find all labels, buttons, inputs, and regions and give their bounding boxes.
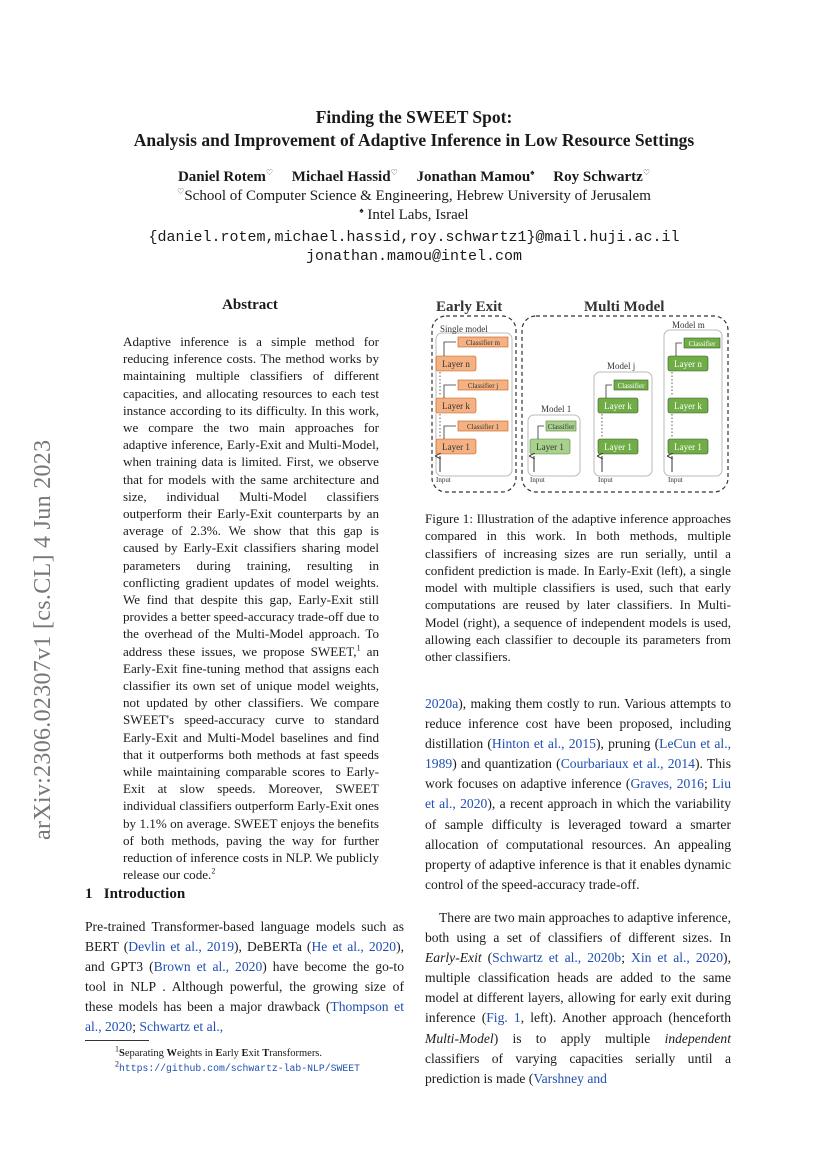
figure-ref-link[interactable]: Fig. 1	[486, 1010, 521, 1026]
ee-connector	[444, 342, 456, 356]
ee-connector	[444, 385, 456, 398]
mm1-layer-1-label: Layer 1	[536, 442, 564, 452]
affiliation-2: ♠ Intel Labs, Israel	[359, 206, 469, 223]
mm1-classifier-label: Classifier	[547, 423, 575, 431]
ee-layer-k-label: Layer k	[442, 401, 470, 411]
ee-input-label: Input	[436, 476, 451, 484]
ee-layer-1-label: Layer 1	[442, 442, 470, 452]
author-list	[0, 168, 828, 187]
ee-classifier-j-label: Classifier j	[467, 382, 499, 390]
arxiv-id: arXiv:2306.02307v1 [cs.CL] 4 Jun 2023	[30, 439, 56, 840]
paper-title-line2: Analysis and Improvement of Adaptive Inference in Low Resource Settings	[133, 130, 695, 150]
ee-classifier-1-label: Classifier 1	[466, 423, 500, 431]
heart-mark: ♡	[642, 168, 651, 177]
mm1-input-label: Input	[530, 476, 545, 484]
model-j-label: Model j	[607, 361, 636, 371]
footnote-rule	[85, 1040, 149, 1041]
model-m-label: Model m	[672, 320, 705, 330]
right-paragraph-2: There are two main approaches to adaptive inference, both using a set of classifiers of different sizes. In Early-Exit (Schwartz et al., 2020b; Xin et al., 2020), multiple classification heads are added to the same model at different layers, allowing for early exit during inference (Fig. 1, left). Another approach (henceforth Multi-Model) is to apply multiple independent classifiers of varying capacities serially until a prediction is made (Varshney and	[425, 910, 731, 1086]
ee-connector	[444, 426, 456, 439]
heart-mark: ♡	[390, 168, 398, 177]
mmm-input-label: Input	[668, 476, 683, 484]
citation-link[interactable]: Varshney and	[533, 1070, 607, 1086]
citation-link[interactable]: 2020a	[425, 696, 459, 711]
mmm-layer-1-label: Layer 1	[674, 442, 702, 452]
citation-link[interactable]: Courbariaux et al., 2014	[560, 756, 695, 772]
citation-link[interactable]: Xin et al., 2020	[631, 950, 724, 966]
spade-mark: ♠	[530, 168, 535, 177]
citation-link[interactable]: He et al., 2020	[311, 939, 397, 955]
paper-title-line1: Finding the SWEET Spot:	[315, 107, 513, 127]
mm-connector	[606, 385, 612, 398]
footnote-2: $^2$https://github.com/schwartz-lab-NLP/SWEET	[115, 1059, 361, 1074]
single-model-label: Single model	[440, 324, 488, 334]
mmm-layer-n-label: Layer n	[674, 359, 702, 369]
section-heading-intro: 1 Introduction	[85, 886, 186, 902]
mmm-classifier-label: Classifier	[688, 340, 716, 348]
right-paragraph-1: 2020a), making them costly to run. Various attempts to reduce inference cost have been proposed, including distillation (Hinton et al., 2015), pruning (LeCun et al., 1989) and quantization (Courbariaux et al., 2014). This work focuses on adaptive inference (Graves, 2016; Liu et al., 2020), a recent approach in which the variability of sample difficulty is leveraged toward a smarter allocation of computational resources. An appealing property of adaptive inference is that it enables dynamic control of the speed-accuracy trade-off.	[425, 696, 732, 892]
abstract-body: Adaptive inference is a simple method for reducing inference costs. The method works by maintaining multiple classifiers of different capacities, and allocating resources to each test instance according to its difficulty. In this work, we compare the two main approaches for adaptive inference, Early-Exit and Multi-Model, when training data is limited. First, we observe that for models with the same architecture and size, individual Multi-Model classifiers outperform their Early-Exit counterparts by an average of 2.3%. We show that this gap is caused by Early-Exit classifiers sharing model parameters during training, resulting in conflicting gradient updates of model weights. We find that despite this gap, Early-Exit still provides a better speed-accuracy trade-off due to the overhead of the Multi-Model approach. To address these issues, we propose SWEET,$^1$ an Early-Exit fine-tuning method that assigns each classifier its own set of unique model weights, not updated by other classifiers. We compare SWEET's speed-accuracy curve to standard Early-Exit and Multi-Model baselines and find that it outperforms both methods at fast speeds while maintaining comparable scores to Early-Exit at slow speeds. Moreover, SWEET individual classifiers outperform Early-Exit ones by 1.1% on average. SWEET enjoys the benefits of both methods, paving the way for further reduction of inference costs in NLP. We publicly release our code.$^2$	[123, 334, 379, 883]
mmm-layer-k-label: Layer k	[674, 401, 702, 411]
author-1: Daniel Rotem	[177, 169, 266, 185]
author-4: Roy Schwartz	[553, 169, 643, 185]
heart-mark: ♡	[265, 168, 274, 177]
citation-link[interactable]: Hinton et al., 2015	[491, 736, 596, 752]
citation-link[interactable]: Thompson et al., 2020	[85, 999, 404, 1035]
citation-link[interactable]: Schwartz et al., 2020b	[492, 950, 622, 966]
figure-1-diagram	[424, 292, 734, 497]
intro-paragraph-1: Pre-trained Transformer-based language models such as BERT (Devlin et al., 2019), DeBERTa (He et al., 2020), and GPT3 (Brown et al., 2020) have become the go-to tool in NLP . Although powerful, the growing size of these models has been a major drawback (Thompson et al., 2020; Schwartz et al.,	[85, 919, 404, 1035]
model-1-label: Model 1	[541, 404, 572, 414]
citation-link[interactable]: LeCun et al., 1989	[425, 736, 732, 772]
spade-mark: ♠	[359, 206, 364, 215]
footnote-1: $^1$Separating Weights in Early Exit Transformers.	[115, 1044, 323, 1059]
citation-link[interactable]: Schwartz et al.,	[139, 1019, 224, 1035]
ee-layer-n-label: Layer n	[442, 359, 470, 369]
citation-link[interactable]: Graves, 2016	[630, 776, 704, 792]
figure-label-multi-model: Multi Model	[584, 299, 665, 315]
mmj-classifier-label: Classifier	[617, 382, 645, 390]
citation-link[interactable]: Liu et al., 2020	[425, 776, 732, 812]
mmj-layer-k-label: Layer k	[604, 401, 632, 411]
code-url-link[interactable]: https://github.com/schwartz-lab-NLP/SWEET	[119, 1063, 361, 1074]
ee-classifier-m-label: Classifier m	[465, 339, 501, 347]
mm-connector	[676, 343, 682, 356]
author-3: Jonathan Mamou	[416, 169, 531, 185]
figure-1-caption: Figure 1: Illustration of the adaptive inference approaches compared in this work. In both methods, multiple classifiers of increasing sizes are run serially, until a confident prediction is made. In Early-Exit (left), a single model with multiple classifiers is used, such that early computations are reused by later classifiers. In Multi-Model (right), a sequence of independent models is used, allowing each classifier to decouple its parameters from other classifiers.	[425, 511, 731, 665]
mmj-layer-1-label: Layer 1	[604, 442, 632, 452]
mmj-input-label: Input	[598, 476, 613, 484]
footnote-ref-2[interactable]: 2	[211, 866, 216, 876]
figure-label-early-exit: Early Exit	[436, 299, 503, 315]
citation-link[interactable]: Devlin et al., 2019	[128, 939, 235, 955]
author-2: Michael Hassid	[291, 169, 391, 185]
affiliation-1: ♡School of Computer Science & Engineering, Hebrew University of Jerusalem	[177, 187, 651, 204]
mm-connector	[538, 426, 544, 439]
email-line-2: jonathan.mamou@intel.com	[305, 248, 523, 265]
heart-mark: ♡	[177, 187, 185, 196]
citation-link[interactable]: Brown et al., 2020	[153, 959, 263, 975]
footnote-ref-1[interactable]: 1	[356, 643, 361, 653]
email-line-1: {daniel.rotem,michael.hassid,roy.schwartz1}@mail.huji.ac.il	[148, 229, 680, 246]
arxiv-sidebar	[26, 380, 66, 840]
abstract-heading: Abstract	[222, 297, 278, 313]
